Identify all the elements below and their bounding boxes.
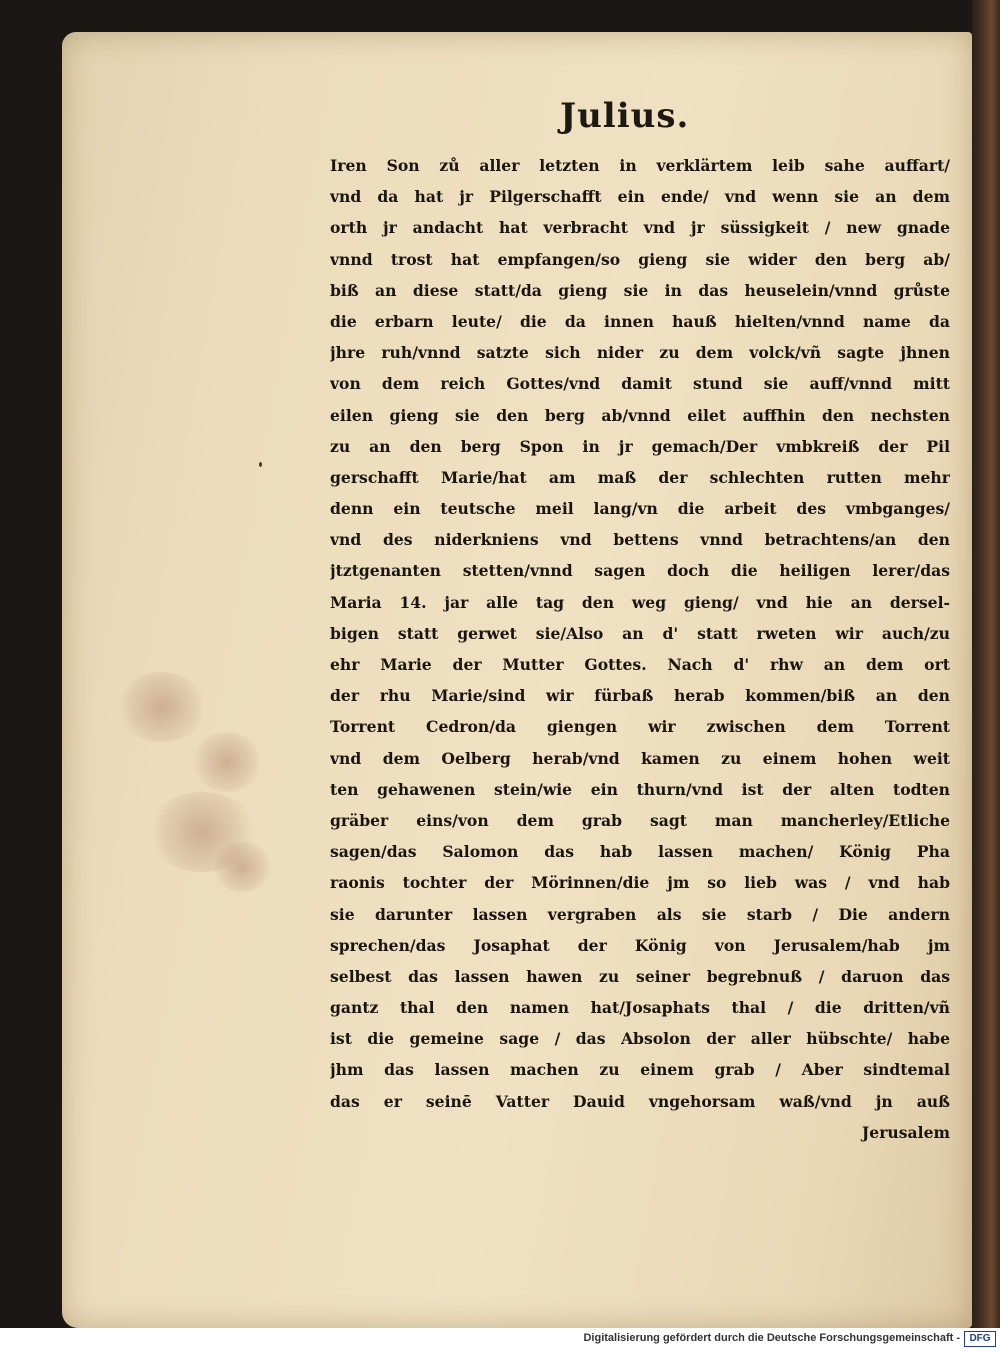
running-head: Julius. xyxy=(560,96,690,136)
text-line: vnd da hat jr Pilgerschafft ein ende/ vnd wenn sie an dem xyxy=(330,187,950,207)
footer-bar xyxy=(0,1328,1000,1351)
text-line: Maria 14. jar alle tag den weg gieng/ vnd hie an dersel- xyxy=(330,592,950,612)
text-line: bigen statt gerwet sie/Also an d' statt rweten wir auch/zu xyxy=(330,623,950,643)
text-line: biß an diese statt/da gieng sie in das heuselein/vnnd grůste xyxy=(330,280,950,300)
page-stain xyxy=(212,842,272,892)
text-line: sagen/das Salomon das hab lassen machen/ König Pha xyxy=(330,842,950,862)
text-line: orth jr andacht hat verbracht vnd jr süssigkeit / new gnade xyxy=(330,218,950,238)
text-line: denn ein teutsche meil lang/vn die arbeit des vmbganges/ xyxy=(330,499,950,519)
page-stain xyxy=(117,672,207,742)
text-line: jtztgenanten stetten/vnnd sagen doch die heiligen lerer/das xyxy=(330,561,950,581)
text-line: sprechen/das Josaphat der König von Jerusalem/hab jm xyxy=(330,935,950,955)
funding-credit: Digitalisierung gefördert durch die Deutsche Forschungsgemeinschaft - xyxy=(583,1332,960,1344)
text-line: die erbarn leute/ die da innen hauß hielten/vnnd name da xyxy=(330,311,950,331)
text-line: vnd des niderkniens vnd bettens vnnd betrachtens/an den xyxy=(330,530,950,550)
text-line: ehr Marie der Mutter Gottes. Nach d' rhw an dem ort xyxy=(330,655,950,674)
text-line: jhre ruh/vnnd satzte sich nider zu dem volck/vñ sagte jhnen xyxy=(330,343,950,363)
body-text xyxy=(330,150,955,1142)
text-line: Torrent Cedron/da giengen wir zwischen dem Torrent xyxy=(330,717,950,737)
text-line: von dem reich Gottes/vnd damit stund sie auff/vnnd mitt xyxy=(330,374,950,394)
text-line: gantz thal den namen hat/Josaphats thal / die dritten/vñ xyxy=(330,998,950,1018)
text-line: ist die gemeine sage / das Absolon der aller hübschte/ habe xyxy=(330,1029,950,1049)
text-line: Iren Son zů aller letzten in verklärtem leib sahe auffart/ xyxy=(330,156,950,175)
text-line: gräber eins/von dem grab sagt man mancherley/Etliche xyxy=(330,810,950,830)
page-stain xyxy=(192,732,262,792)
text-line: zu an den berg Spon in jr gemach/Der vmbkreiß der Pil xyxy=(330,436,950,456)
text-line: Jerusalem xyxy=(861,1122,950,1142)
text-line: jhm das lassen machen zu einem grab / Aber sindtemal xyxy=(330,1060,950,1080)
text-line: selbest das lassen hawen zu seiner begrebnuß / daruon das xyxy=(330,966,950,986)
ink-speck xyxy=(259,462,262,467)
text-line: vnd dem Oelberg herab/vnd kamen zu einem hohen weit xyxy=(330,748,950,768)
text-line: sie darunter lassen vergraben als sie starb / Die andern xyxy=(330,904,950,924)
text-line: der rhu Marie/sind wir fürbaß herab kommen/biß an den xyxy=(330,686,950,706)
text-line: ten gehawenen stein/wie ein thurn/vnd ist der alten todten xyxy=(330,779,950,799)
text-line: raonis tochter der Mörinnen/die jm so lieb was / vnd hab xyxy=(330,873,950,893)
text-line: eilen gieng sie den berg ab/vnnd eilet auffhin den nechsten xyxy=(330,405,950,425)
text-line: gerschafft Marie/hat am maß der schlechten rutten mehr xyxy=(330,467,950,487)
text-line: vnnd trost hat empfangen/so gieng sie wider den berg ab/ xyxy=(330,249,950,269)
dfg-logo-icon: DFG xyxy=(964,1331,996,1347)
book-cover-edge xyxy=(972,0,1000,1328)
text-line: das er seinē Vatter Dauid vngehorsam waß/vnd jn auß xyxy=(330,1091,950,1111)
